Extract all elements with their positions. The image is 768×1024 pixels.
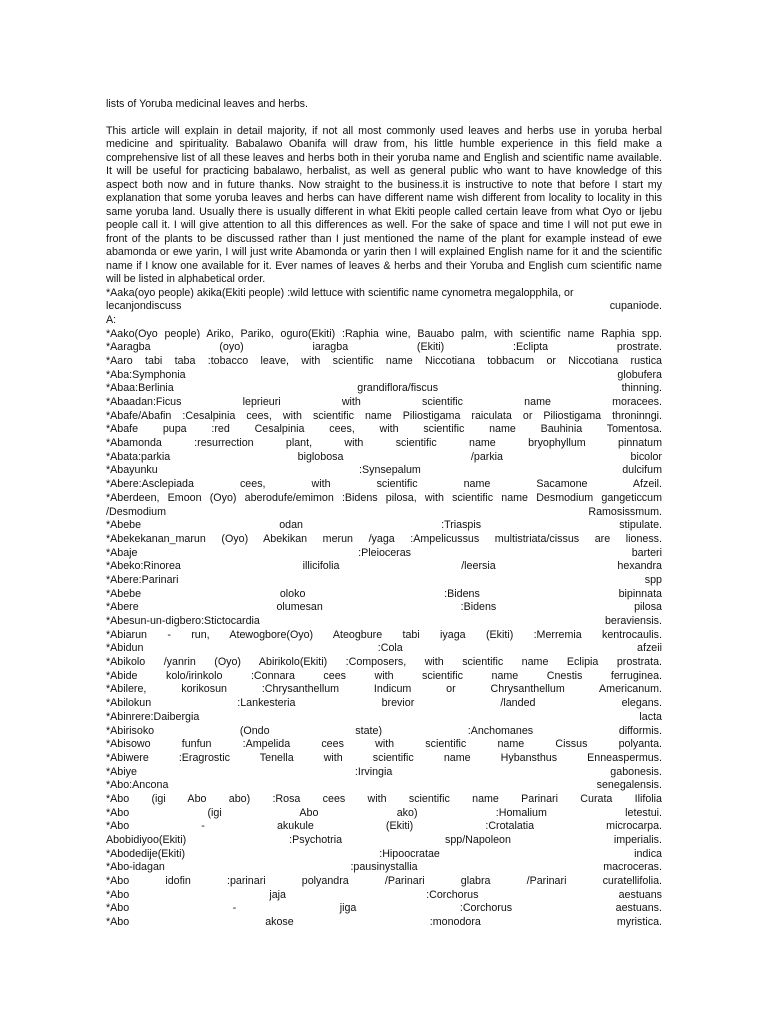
herb-entry: *Abo jaja :Corchorus aestuans — [106, 888, 662, 901]
herb-entry: *Aako(Oyo people) Ariko, Pariko, oguro(Ekiti) :Raphia wine, Bauabo palm, with scientific name Raphia spp. — [106, 327, 662, 340]
herb-entry: *Aaragba (oyo) iaragba (Ekiti) :Eclipta prostrate. — [106, 341, 662, 354]
herb-entry: *Abikolo /yanrin (Oyo) Abirikolo(Ekiti) :Composers, with scientific name Eclipia prostrata. — [106, 656, 662, 669]
herb-entry: *Abeko:Rinorea illicifolia /leersia hexandra — [106, 560, 662, 573]
herb-entry: *Aberdeen, Emoon (Oyo) aberodufe/emimon :Bidens pilosa, with scientific name Desmodium gangeticcum — [106, 491, 662, 504]
herb-entry: *Abebe odan :Triaspis stipulate. — [106, 519, 662, 532]
herb-entry: *Abo - akukule (Ekiti) :Crotalatia microcarpa. — [106, 820, 662, 833]
herb-entry: *Aaka(oyo people) akika(Ekiti people) :wild lettuce with scientific name cynometra megalopphila, or — [106, 286, 574, 299]
herb-entry: *Abiarun - run, Atewogbore(Oyo) Ateogbure tabi iyaga (Ekiti) :Merremia kentrocaulis. — [106, 628, 662, 641]
herb-entry: *Abilokun :Lankesteria brevior /landed elegans. — [106, 697, 662, 710]
herb-entry: *Abekekanan_marun (Oyo) Abekikan merun /yaga :Ampelicussus multistriata/cissus are lioness. — [106, 532, 662, 545]
herb-entry: *Aba:Symphonia globufera — [106, 368, 662, 381]
herb-entry: /Desmodium Ramosissmum. — [106, 505, 662, 518]
herb-entry: *Abaadan:Ficus leprieuri with scientific name moracees. — [106, 396, 662, 408]
herb-entry: *Abaa:Berlinia grandiflora/fiscus thinning. — [106, 382, 662, 395]
herb-entry: *Abere olumesan :Bidens pilosa — [106, 601, 662, 614]
document-title: lists of Yoruba medicinal leaves and herbs. — [106, 98, 308, 110]
herb-entry: *Abebe oloko :Bidens bipinnata — [106, 587, 662, 600]
herb-entry: *Abo - jiga :Corchorus aestuans. — [106, 902, 662, 915]
herb-entry: *Abiwere :Eragrostic Tenella with scientific name Hybansthus Enneaspermus. — [106, 751, 662, 764]
herb-entry: *Abayunku :Synsepalum dulcifum — [106, 464, 662, 477]
herb-entry: *Abiye :Irvingia gabonesis. — [106, 765, 662, 778]
herb-entry: *Abere:Asclepiada cees, with scientific name Sacamone Afzeil. — [106, 478, 662, 491]
herb-list — [106, 287, 662, 930]
herb-entry: *Abafe pupa :red Cesalpinia cees, with scientific name Bauhinia Tomentosa. — [106, 423, 662, 436]
herb-entry: *Abaje :Pleioceras barteri — [106, 546, 662, 559]
herb-entry: *Abata:parkia biglobosa /parkia bicolor — [106, 450, 662, 463]
herb-entry: *Abinrere:Daibergia lacta — [106, 710, 662, 723]
herb-entry: *Aaro tabi taba :tobacco leave, with scientific name Niccotiana tobbacum or Niccotiana rustica — [106, 354, 662, 367]
herb-entry: *Abesun-un-digbero:Stictocardia beraviensis. — [106, 615, 662, 627]
herb-entry: *Abafe/Abafin :Cesalpinia cees, with scientific name Piliostigama raiculata or Piliostigama throninngi. — [106, 409, 662, 422]
document-page — [106, 98, 662, 930]
herb-entry: Abobidiyoo(Ekiti) :Psychotria spp/Napoleon imperialis. — [106, 834, 662, 846]
herb-entry: *Abilere, korikosun :Chrysanthellum Indicum or Chrysanthellum Americanum. — [106, 683, 662, 696]
herb-entry: *Abisowo funfun :Ampelida cees with scientific name Cissus polyanta. — [106, 738, 662, 751]
herb-entry: *Abirisoko (Ondo state) :Anchomanes difformis. — [106, 724, 662, 737]
herb-entry: *Abidun :Cola afzeii — [106, 642, 662, 655]
herb-entry: *Abamonda :resurrection plant, with scientific name bryophyllum pinnatum — [106, 437, 662, 450]
intro-paragraph: This article will explain in detail majority, if not all most commonly used leaves and herbs use in yoruba herbal medicine and spirituality. Babalawo Obanifa will draw from, his little humble experience in this field make a comprehensive list of all these leaves and herbs both in their yoruba name and English and scientific name available. It will be useful for practicing babalawo, herbalist, as well as general public who want to have knowledge of this aspect both now and in future thanks. Now straight to the business.it is instructive to note that before I start my explanation that some yoruba leaves and herbs can have different name wish different from locality to locality in this same yoruba land. Usually there is usually different in what Ekiti people called certain leave from what Oyo or Ijebu people call it. I will give attention to all this differences as well. For the sake of space and time I will not put ewe in front of the plants to be discussed rather than I just mentioned the name of the plant for example instead of ewe abamonda or ewe yarin, I will just write Abamonda or yarin then I will explained English name for it and the scientific name if I know one available for it. Ever names of leaves & herbs and their Yoruba and English cum scientific name will be listed in alphabetical order. — [106, 124, 662, 285]
herb-entry: *Abo (igi Abo abo) :Rosa cees with scientific name Parinari Curata Ilifolia — [106, 792, 662, 805]
herb-entry: *Abo akose :monodora myristica. — [106, 916, 662, 929]
herb-entry: *Abodedije(Ekiti) :Hipoocratae indica — [106, 847, 662, 860]
herb-entry: *Abo (igi Abo ako) :Homalium letestui. — [106, 806, 662, 819]
herb-entry: *Abide kolo/irinkolo :Connara cees with scientific name Cnestis ferruginea. — [106, 669, 662, 682]
herb-entry: A: — [106, 313, 117, 326]
herb-entry: *Abo-idagan :pausinystallia macroceras. — [106, 861, 662, 874]
herb-entry: *Abo idofin :parinari polyandra /Parinari glabra /Parinari curatellifolia. — [106, 875, 662, 888]
herb-entry: *Abo:Ancona senegalensis. — [106, 779, 662, 792]
herb-entry: *Abere:Parinari spp — [106, 573, 662, 586]
herb-entry: lecanjondiscuss cupaniode. — [106, 300, 662, 313]
